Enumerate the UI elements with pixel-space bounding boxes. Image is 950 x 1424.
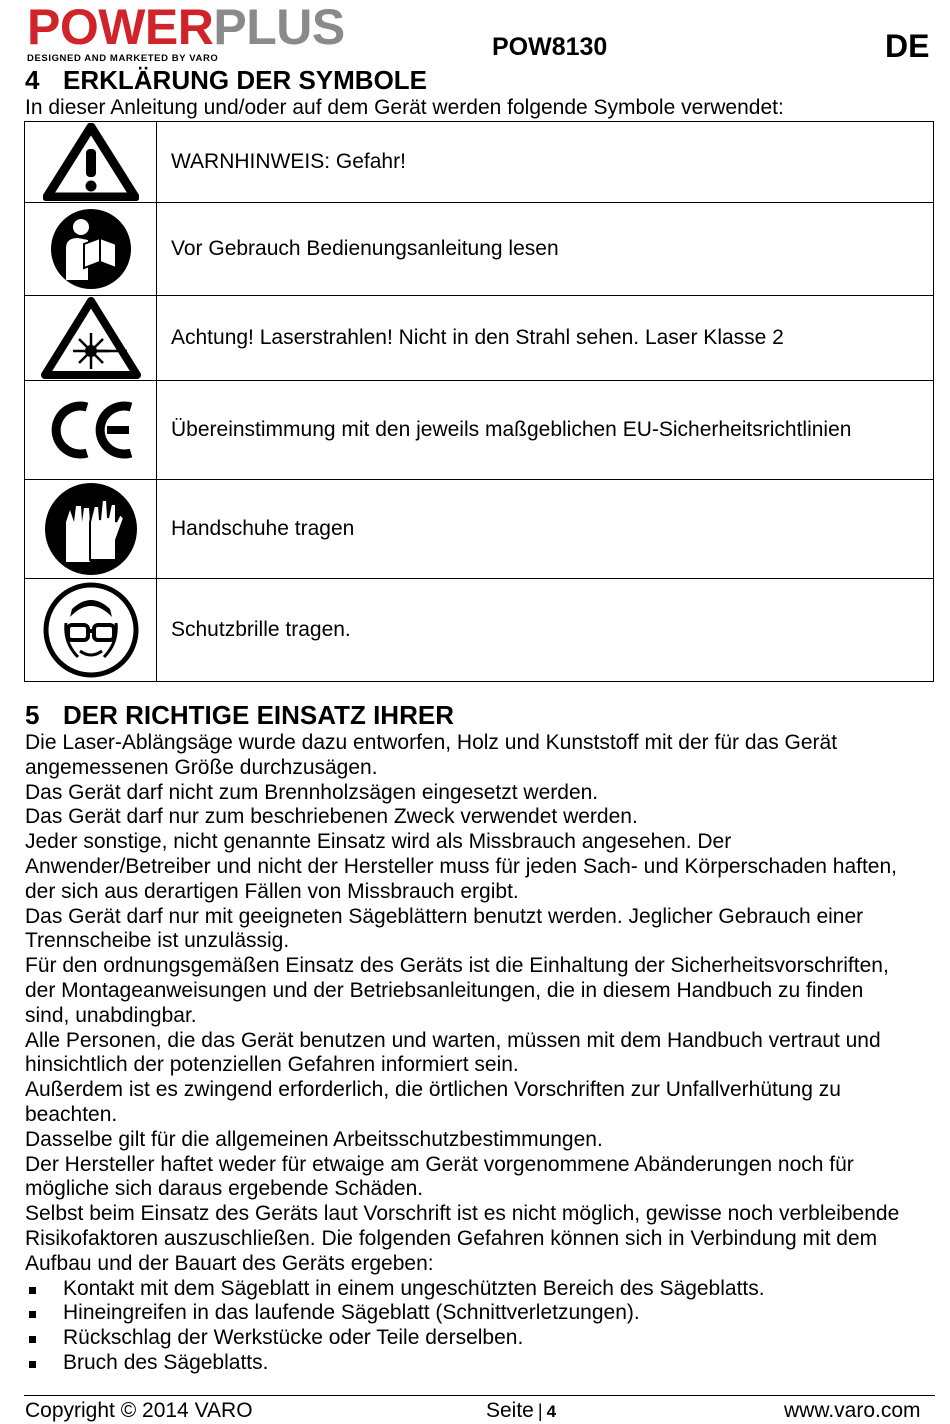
body-line: sind, unabdingbar. bbox=[25, 1003, 197, 1027]
body-line: Die Laser-Ablängsäge wurde dazu entworfen, Holz und Kunststoff mit der für das Gerät bbox=[25, 731, 838, 754]
language-code: DE bbox=[885, 28, 930, 64]
ce-mark-icon bbox=[25, 381, 157, 479]
symbol-description: WARNHINWEIS: Gefahr! bbox=[171, 150, 406, 173]
wear-goggles-icon bbox=[25, 579, 157, 681]
symbol-row bbox=[25, 203, 933, 296]
hazard-list bbox=[25, 1277, 940, 1376]
section-4-heading bbox=[25, 65, 427, 95]
list-item: Kontakt mit dem Sägeblatt in einem ungeschützten Bereich des Sägeblatts. bbox=[25, 1277, 940, 1302]
page-number: 4 bbox=[546, 1402, 557, 1421]
body-line: Das Gerät darf nur mit geeigneten Sägeblättern benutzt werden. Jeglicher Gebrauch einer bbox=[25, 904, 864, 928]
list-item: Rückschlag der Werkstücke oder Teile derselben. bbox=[25, 1326, 940, 1351]
wear-gloves-icon bbox=[25, 480, 157, 578]
brand-logo bbox=[27, 2, 427, 62]
body-line: angemessenen Größe durchzusägen. bbox=[25, 755, 378, 779]
body-line: Jeder sonstige, nicht genannte Einsatz wird als Missbrauch angesehen. Der bbox=[25, 830, 732, 854]
warning-triangle-icon bbox=[25, 122, 157, 202]
body-line: Aufbau und der Bauart des Geräts ergeben: bbox=[25, 1251, 434, 1275]
symbol-description: Handschuhe tragen bbox=[171, 517, 355, 540]
body-line: Das Gerät darf nicht zum Brennholzsägen eingesetzt werden. bbox=[25, 780, 599, 804]
body-line: der sich aus derartigen Fällen von Missbrauch ergibt. bbox=[25, 879, 519, 903]
list-item: Bruch des Sägeblatts. bbox=[25, 1351, 940, 1376]
logo-word-power: POWER bbox=[27, 0, 214, 55]
page-label: Seite bbox=[486, 1399, 534, 1422]
symbol-row bbox=[25, 381, 933, 480]
symbol-row bbox=[25, 480, 933, 579]
laser-warning-icon bbox=[25, 296, 157, 380]
section-4-intro: In dieser Anleitung und/oder auf dem Gerät werden folgende Symbole verwendet: bbox=[25, 96, 784, 119]
model-number: POW8130 bbox=[492, 33, 608, 61]
symbol-description: Schutzbrille tragen. bbox=[171, 618, 351, 641]
logo-tagline: DESIGNED AND MARKETED BY VARO bbox=[27, 53, 219, 64]
page-separator: | bbox=[537, 1401, 543, 1421]
section-number: 4 bbox=[25, 65, 40, 95]
list-item: Hineingreifen in das laufende Sägeblatt (Schnittverletzungen). bbox=[25, 1301, 940, 1326]
symbol-row bbox=[25, 122, 933, 203]
section-5-body bbox=[25, 731, 940, 1376]
symbol-description: Achtung! Laserstrahlen! Nicht in den Strahl sehen. Laser Klasse 2 bbox=[171, 326, 784, 349]
body-line: Selbst beim Einsatz des Geräts laut Vorschrift ist es nicht möglich, gewisse noch verbleibende bbox=[25, 1202, 900, 1226]
section-title: DER RICHTIGE EINSATZ IHRER bbox=[63, 700, 454, 730]
symbol-description: Vor Gebrauch Bedienungsanleitung lesen bbox=[171, 237, 559, 260]
body-line: Der Hersteller haftet weder für etwaige am Gerät vorgenommene Abänderungen noch für bbox=[25, 1152, 854, 1176]
section-number: 5 bbox=[25, 700, 40, 730]
body-line: Für den ordnungsgemäßen Einsatz des Geräts ist die Einhaltung der Sicherheitsvorschriften, bbox=[25, 954, 889, 978]
body-line: Anwender/Betreiber und nicht der Hersteller muss für jeden Sach- und Körperschaden haften, bbox=[25, 854, 897, 878]
body-line: Trennscheibe ist unzulässig. bbox=[25, 929, 290, 953]
copyright: Copyright © 2014 VARO bbox=[25, 1399, 253, 1422]
body-line: Dasselbe gilt für die allgemeinen Arbeitsschutzbestimmungen. bbox=[25, 1127, 603, 1151]
symbol-description: Übereinstimmung mit den jeweils maßgeblichen EU-Sicherheitsrichtlinien bbox=[171, 418, 852, 441]
read-manual-icon bbox=[25, 203, 157, 295]
body-line: Außerdem ist es zwingend erforderlich, die örtlichen Vorschriften zur Unfallverhütung zu bbox=[25, 1078, 841, 1102]
section-title: ERKLÄRUNG DER SYMBOLE bbox=[63, 65, 428, 95]
symbol-table bbox=[24, 121, 934, 682]
body-line: hinsichtlich der potenziellen Gefahren informiert sein. bbox=[25, 1053, 519, 1077]
symbol-row bbox=[25, 296, 933, 381]
body-line: Alle Personen, die das Gerät benutzen und warten, müssen mit dem Handbuch vertraut und bbox=[25, 1028, 881, 1052]
page-indicator bbox=[486, 1399, 556, 1423]
body-line: mögliche sich daraus ergebende Schäden. bbox=[25, 1177, 424, 1201]
website: www.varo.com bbox=[784, 1399, 921, 1422]
body-line: beachten. bbox=[25, 1102, 118, 1126]
symbol-row bbox=[25, 579, 933, 681]
footer-divider bbox=[24, 1395, 935, 1396]
body-line: der Montageanweisungen und der Betriebsanleitungen, die in diesem Handbuch zu finden bbox=[25, 978, 864, 1002]
body-line: Risikofaktoren auszuschließen. Die folgenden Gefahren können sich in Verbindung mit dem bbox=[25, 1226, 878, 1250]
section-5-heading bbox=[25, 700, 454, 730]
body-line: Das Gerät darf nur zum beschriebenen Zweck verwendet werden. bbox=[25, 805, 638, 829]
logo-word-plus: PLUS bbox=[213, 0, 345, 55]
